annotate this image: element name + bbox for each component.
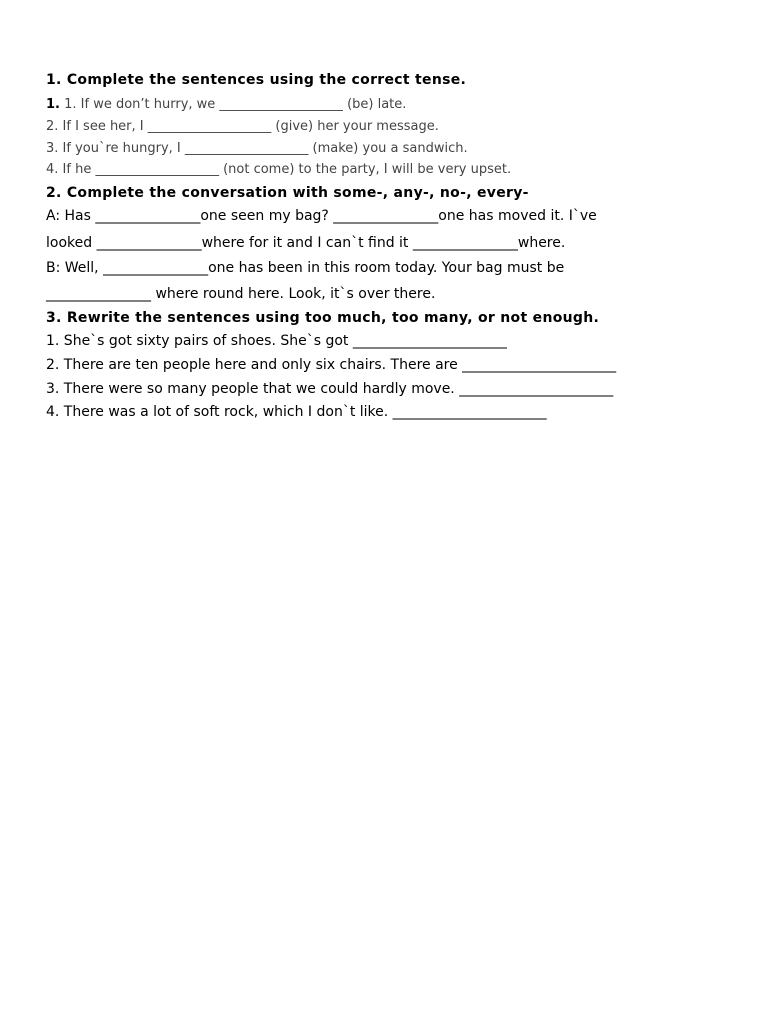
section-3-item-4: 4. There was a lot of soft rock, which I don`t like. ______________________ [46, 404, 547, 420]
conversation-line-4: _______________ where round here. Look, it`s over there. [46, 286, 436, 302]
section-3-item-3: 3. There were so many people that we could hardly move. ______________________ [46, 381, 614, 397]
section-1-item-2: 2. If I see her, I ___________________ (give) her your message. [46, 119, 439, 134]
section-1-heading: 1. Complete the sentences using the correct tense. [46, 72, 467, 88]
conversation-line-3: B: Well, _______________one has been in this room today. Your bag must be [46, 260, 565, 276]
section-1-item-1 [46, 97, 406, 112]
item-text: 1. If we don’t hurry, we ___________________ (be) late. [64, 97, 407, 112]
section-1-item-3: 3. If you`re hungry, I ___________________ (make) you a sandwich. [46, 141, 468, 156]
conversation-line-2: looked _______________where for it and I can`t find it _______________where. [46, 235, 566, 251]
section-1-item-4: 4. If he ___________________ (not come) to the party, I will be very upset. [46, 162, 512, 177]
section-3-item-2: 2. There are ten people here and only six chairs. There are ______________________ [46, 357, 617, 373]
section-3-heading: 3. Rewrite the sentences using too much, too many, or not enough. [46, 310, 600, 326]
conversation-line-1: A: Has _______________one seen my bag? _______________one has moved it. I`ve [46, 208, 597, 224]
section-3-item-1: 1. She`s got sixty pairs of shoes. She`s got ______________________ [46, 333, 507, 349]
section-2-heading: 2. Complete the conversation with some-, any-, no-, every- [46, 185, 529, 201]
item-number: 1. [46, 97, 60, 112]
